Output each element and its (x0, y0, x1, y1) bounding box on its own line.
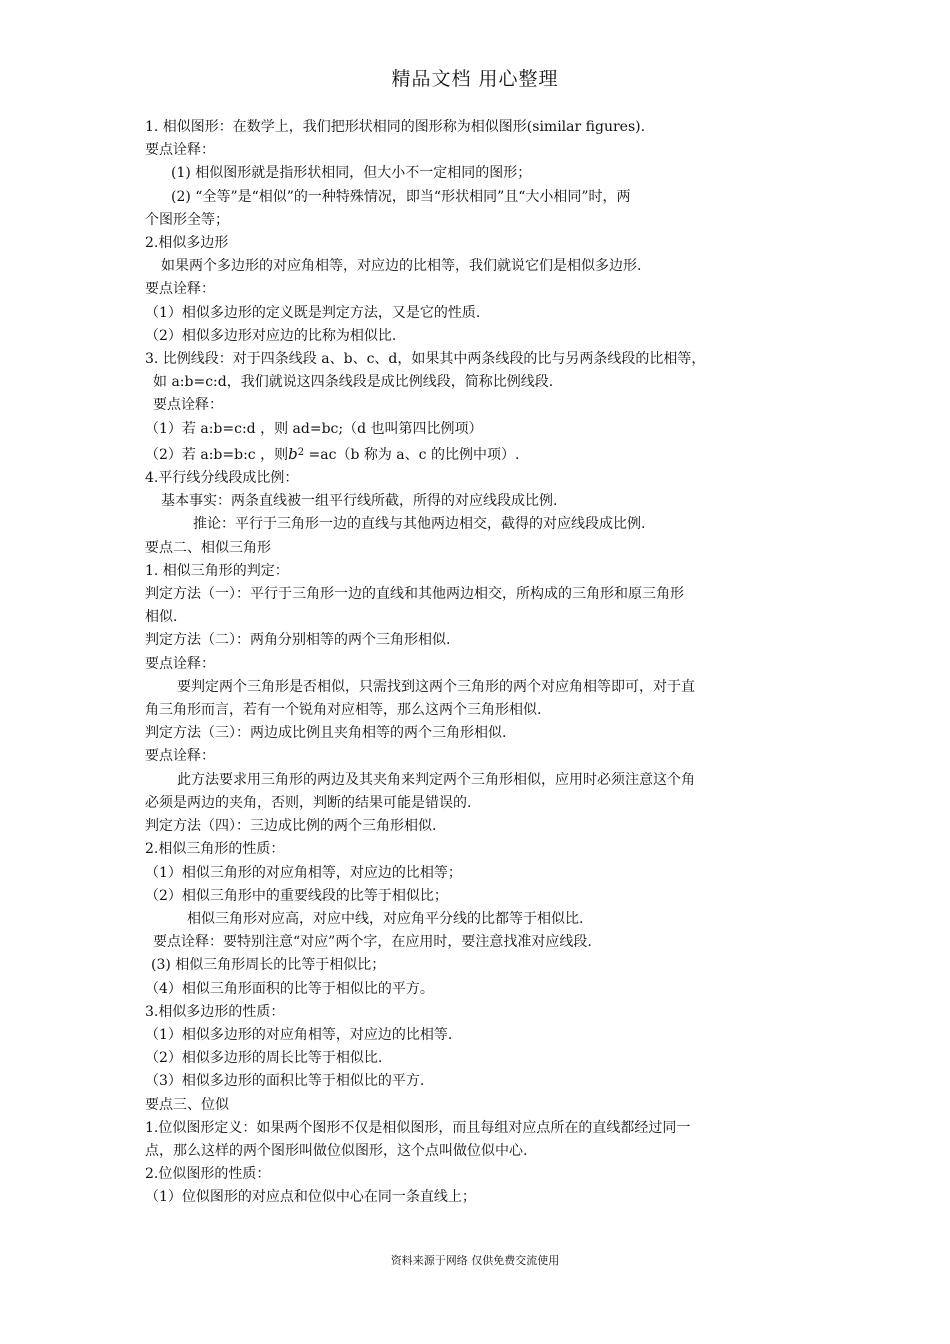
text-line (145, 348, 795, 371)
text-line (145, 537, 795, 560)
line-text: （1）位似图形的对应点和位似中心在同一条直线上； (145, 1189, 476, 1206)
text-line (145, 513, 795, 536)
text-line (145, 862, 795, 885)
document-body (145, 116, 795, 1210)
line-text: （1）相似多边形的对应角相等，对应边的比相等. (145, 1026, 453, 1043)
line-text: 必须是两边的夹角，否则，判断的结果可能是错误的. (145, 794, 472, 811)
line-text: （1）若 a:b=c:d ，则 ad=bc;（d 也叫第四比例项） (145, 420, 483, 437)
line-text: 角三角形而言，若有一个锐角对应相等，那么这两个三角形相似. (145, 702, 542, 719)
line-text: 判定方法（四）：三边成比例的两个三角形相似. (145, 818, 437, 835)
line-text: （3）相似多边形的面积比等于相似比的平方. (145, 1073, 425, 1090)
text-line (145, 676, 795, 699)
text-line (145, 560, 795, 583)
page-footer: 资料来源于网络 仅供免费交流使用 (390, 1254, 560, 1267)
line-text: 判定方法（一）：平行于三角形一边的直线和其他两边相交，所构成的三角形和原三角形 (145, 586, 684, 603)
line-text: （2）相似多边形的周长比等于相似比. (145, 1050, 383, 1067)
text-line (145, 418, 795, 441)
line-text: 基本事实：两条直线被一组平行线所截，所得的对应线段成比例. (161, 493, 558, 510)
math-exponent: 2 (297, 446, 305, 458)
line-text: （2）相似三角形中的重要线段的比等于相似比； (145, 887, 448, 904)
line-text: 要点二、相似三角形 (145, 539, 271, 556)
line-text-tail: =ac（b 称为 a、c 的比例中项）. (304, 446, 520, 463)
text-line (145, 1163, 795, 1186)
line-text: （2）相似多边形对应边的比称为相似比. (145, 327, 397, 344)
text-line (145, 371, 795, 394)
line-text: 判定方法（二）：两角分别相等的两个三角形相似. (145, 632, 451, 649)
text-line (145, 745, 795, 768)
text-line (145, 467, 795, 490)
text-line (145, 1001, 795, 1024)
text-line (145, 838, 795, 861)
line-text: 要点诠释： (145, 281, 215, 298)
text-line (145, 278, 795, 301)
line-text: 2.相似三角形的性质： (145, 841, 285, 858)
line-text: 如果两个多边形的对应角相等，对应边的比相等，我们就说它们是相似多边形. (161, 258, 642, 275)
line-text: 点，那么这样的两个图形叫做位似图形，这个点叫做位似中心. (145, 1142, 528, 1159)
text-line (145, 908, 795, 931)
text-line (145, 1024, 795, 1047)
text-line (145, 255, 795, 278)
text-line (145, 1070, 795, 1093)
text-line (145, 722, 795, 745)
text-line (145, 583, 795, 606)
line-text: 推论：平行于三角形一边的直线与其他两边相交，截得的对应线段成比例. (193, 516, 646, 533)
text-line (145, 954, 795, 977)
line-text: 要点三、位似 (145, 1096, 229, 1113)
line-text: 个图形全等； (145, 211, 229, 228)
line-text: 要点诠释： (153, 397, 223, 414)
line-text: （1）相似三角形的对应角相等，对应边的比相等； (145, 864, 462, 881)
text-line (145, 209, 795, 232)
line-text: 2.相似多边形 (145, 235, 229, 252)
line-text: 要点诠释： (145, 655, 215, 672)
text-line (145, 769, 795, 792)
line-text: 要点诠释：要特别注意“对应”两个字，在应用时，要注意找准对应线段. (153, 934, 592, 951)
line-text: 判定方法（三）：两边成比例且夹角相等的两个三角形相似. (145, 725, 507, 742)
line-text: 要点诠释： (145, 748, 215, 765)
text-line (145, 302, 795, 325)
text-line (145, 1140, 795, 1163)
text-line (145, 629, 795, 652)
text-line (145, 441, 795, 467)
line-text: 3.相似多边形的性质： (145, 1003, 285, 1020)
line-text: 1. 相似三角形的判定： (145, 562, 289, 579)
text-line (145, 116, 795, 139)
line-text: 3. 比例线段：对于四条线段 a、b、c、d，如果其中两条线段的比与另两条线段的比相等， (145, 351, 706, 368)
page-header: 精品文档 用心整理 (391, 68, 559, 90)
text-line (145, 606, 795, 629)
text-line (145, 931, 795, 954)
text-line (145, 139, 795, 162)
line-text: 1.位似图形定义：如果两个图形不仅是相似图形，而且每组对应点所在的直线都经过同一 (145, 1119, 691, 1136)
text-line (145, 653, 795, 676)
text-line (145, 1047, 795, 1070)
line-text: 2.位似图形的性质： (145, 1166, 271, 1183)
line-text: 要点诠释： (145, 142, 215, 159)
text-line (145, 978, 795, 1001)
line-text: （2）若 a:b=b:c ，则 (145, 446, 289, 463)
text-line (145, 162, 795, 185)
line-text: (2) “全等”是“相似”的一种特殊情况，即当“形状相同”且“大小相同”时，两 (171, 188, 631, 205)
line-text: 相似三角形对应高，对应中线，对应角平分线的比都等于相似比. (187, 910, 584, 927)
line-text: 相似. (145, 609, 178, 626)
line-text: (1) 相似图形就是指形状相同，但大小不一定相同的图形； (171, 165, 532, 182)
text-line (145, 1186, 795, 1209)
math-base: b (288, 444, 298, 463)
line-text: 此方法要求用三角形的两边及其夹角来判定两个三角形相似，应用时必须注意这个角 (177, 771, 695, 788)
text-line (145, 792, 795, 815)
text-line (145, 232, 795, 255)
math-term (288, 444, 305, 463)
line-text: （1）相似多边形的定义既是判定方法，又是它的性质. (145, 304, 481, 321)
text-line (145, 699, 795, 722)
line-text: 1. 相似图形：在数学上，我们把形状相同的图形称为相似图形(similar figures). (145, 119, 646, 135)
text-line (145, 815, 795, 838)
line-text: 要判定两个三角形是否相似，只需找到这两个三角形的两个对应角相等即可，对于直 (177, 678, 695, 695)
line-text: 4.平行线分线段成比例： (145, 470, 299, 487)
line-text: （4）相似三角形面积的比等于相似比的平方。 (145, 980, 434, 997)
line-text: (3) 相似三角形周长的比等于相似比； (151, 957, 386, 974)
text-line (145, 885, 795, 908)
text-line (145, 394, 795, 417)
text-line (145, 490, 795, 513)
text-line (145, 325, 795, 348)
line-text: 如 a:b=c:d，我们就说这四条线段是成比例线段，简称比例线段. (153, 374, 554, 391)
text-line (145, 186, 795, 209)
text-line (145, 1117, 795, 1140)
text-line (145, 1094, 795, 1117)
